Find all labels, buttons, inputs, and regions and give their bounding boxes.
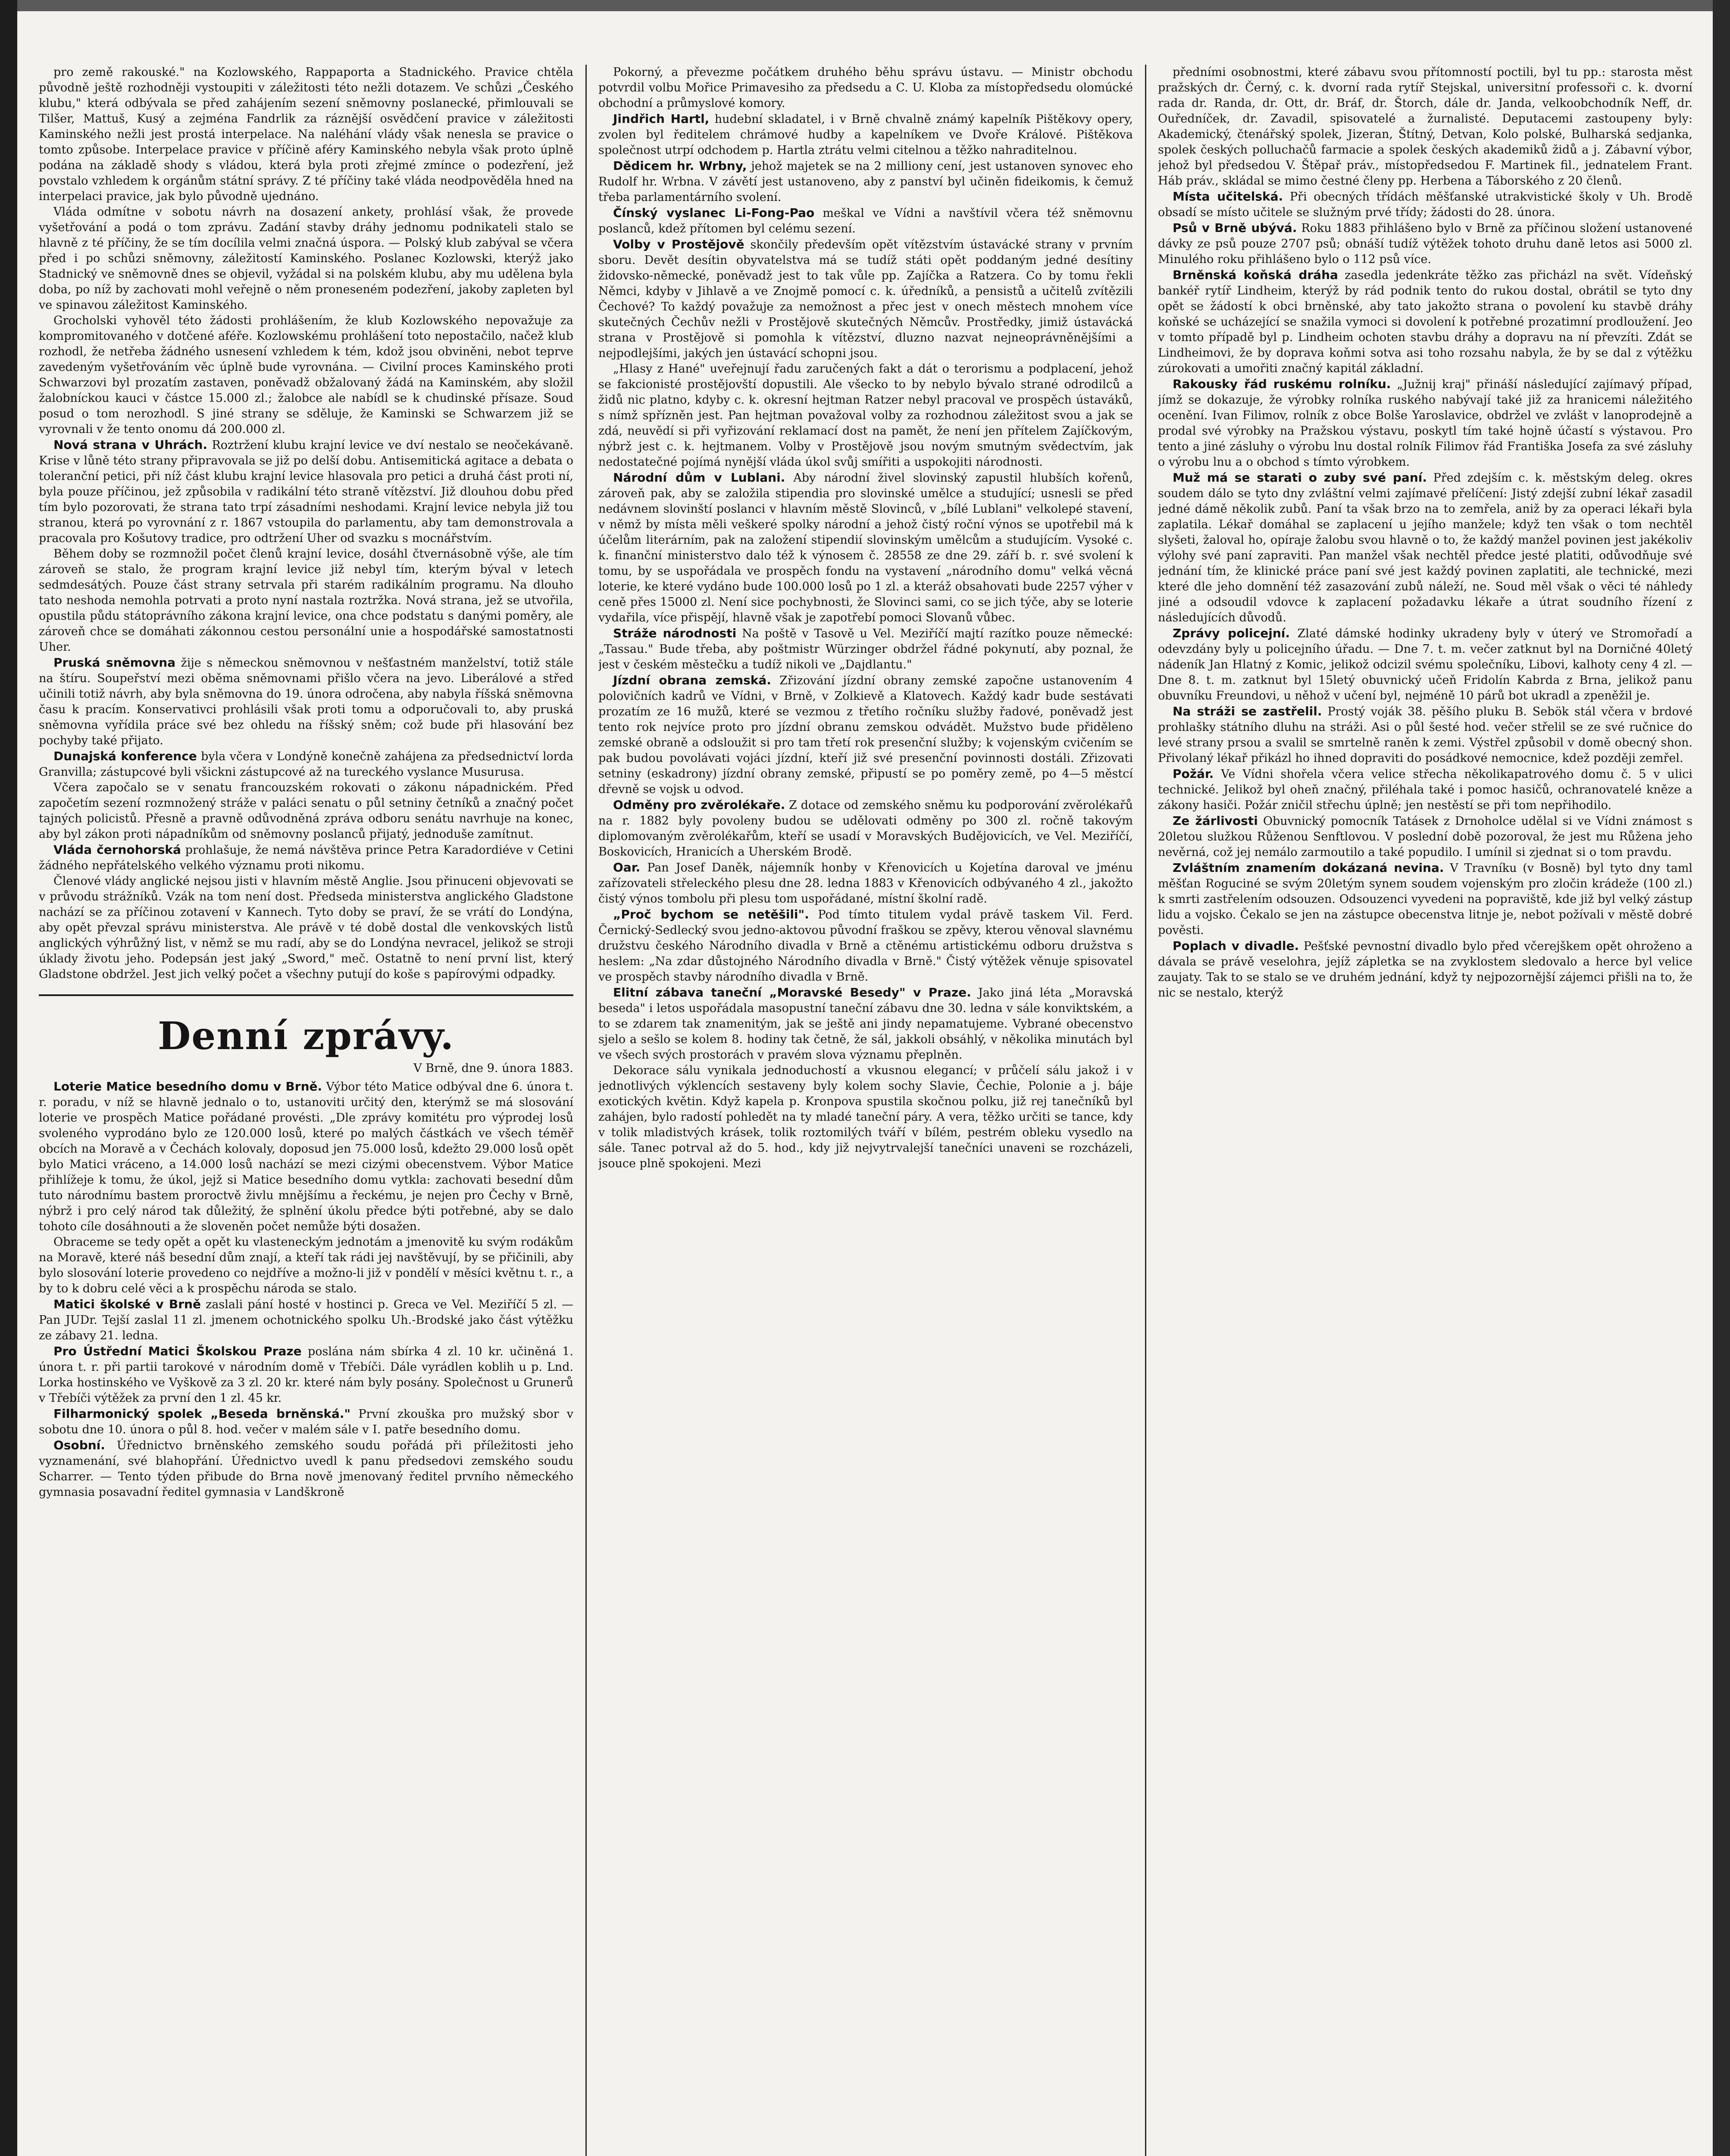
article-paragraph [1158, 938, 1692, 1001]
article-paragraph [1158, 766, 1692, 813]
article-headline: Dědicem hr. Wrbny, [613, 159, 747, 173]
column-1 [39, 65, 573, 2156]
article-text: Při obecných třídách měšťanské utrakvistické školy v Uh. Brodě obsadí se místo učitele se služným prvé třídy; žádosti do 28. února. [1158, 190, 1692, 219]
article-headline: Zvláštním znamením dokázaná nevina. [1173, 861, 1444, 875]
article-paragraph [1158, 65, 1692, 189]
article-paragraph [1158, 376, 1692, 470]
article-text: zasedla jedenkráte těžko zas přicházl na svět. Vídeňský bankéř rytíř Lindheim, kterýž by rád podnik tento do rukou dostal, obrátil se tyto dny opět se žádostí k obci brněnské, aby tato jakožto strana o povolení ku stavbě dráhy koňské se ucházející se snažila vymoci si dovolení k potřebné prozatimní prodloužení. Jeo v tomto případě byl p. Lindheim ochoten stavbu dráhy a dopravu na ní převzíti. Zdát se Lindheimovi, že by doprava koňmi sotva asi toho rozsahu nabyla, že by se dal z výtěžku zúrokovati a umořiti značný kapitál základní. [1158, 269, 1692, 375]
section-title: Denní zprávy. [157, 1013, 455, 1058]
article-headline: Osobní. [53, 1438, 105, 1452]
article-paragraph [1158, 626, 1692, 704]
article-headline: Jindřich Hartl, [613, 112, 710, 126]
article-text: „Hlasy z Hané" uveřejnují řadu zaručených fakt a dát o terorismu a podplacení, jehož se fakcionisté prostějovští dopustili. Ale všecko to by nebylo bývalo strané odrodilců a židů nic platno, kdyby c. k. okresní hejtman Ratzer nebyl pracoval ve prospěch ústaváků, s nímž spřízněn jest. Pan hejtman považoval volby za rozhodnou záležitost svou a jak se zdá, neuvědí si při vyřizování reklamací dost na pamět, že není jen přítelem Zajíčkovým, nýbrž jest c. k. hejtmanem. Volby v Prostějově jsou novým smutným svědectvím, jak nedostatečné pojímá nynější vláda úkol svůj smířiti a uspokojiti národnosti. [598, 362, 1133, 469]
article-paragraph [1158, 860, 1692, 938]
article-headline: Brněnská koňská dráha [1173, 268, 1338, 282]
dateline: V Brně, dne 9. února 1883. [413, 1062, 573, 1075]
article-text: poslána nám sbírka 4 zl. 10 kr. učiněná 1. února t. r. při partii tarokové v národním domě v Třebíči. Dále vyrádlen koblih u p. Lnd. Lorka hostinského ve Vyškově za 3 zl. 20 kr. které nám byly posány. Společnost u Grunerů v Třebíči výtěžek za první den 1 zl. 45 kr. [39, 1345, 573, 1405]
article-paragraph [39, 313, 573, 437]
article-paragraph [39, 780, 573, 842]
article-paragraph [39, 874, 573, 982]
article-headline: Ze žárlivosti [1173, 814, 1258, 828]
article-headline: Odměny pro zvěrolékaře. [613, 798, 785, 812]
article-text: žije s německou sněmovnou v nešťastném manželství, totiž stále na štíru. Soupeřství mezi oběma sněmovnami přišlo včera na jevo. Liberálové a střed učinili totiž návrh, aby byla sněmovna do 19. února odročena, aby nabyla říšská sněmovna času k pracím. Konservativci prohlásili však proti tomu a odporučovali to, aby pruská sněmovna vyřídila práce své bez ohledu na říšský sněm; což bude při hlasování bez pochyby také přijato. [39, 656, 573, 747]
article-text: Včera započalo se v senatu francouzském rokovati o zákonu nápadnickém. Před započetím sezení rozmnožený stráže v paláci senatu o půl setniny četníků a značný počet tajných policistů. Přesně a pravně odůvodněná zpráva odboru senátu navrhuje na konec, aby byl zákon proti nápadníkům od sněmovny poslanců přijatý, jednoduše zamítnut. [39, 781, 573, 841]
article-headline: Loterie Matice besedního domu v Brně. [53, 1079, 322, 1094]
article-paragraph [598, 205, 1133, 237]
article-paragraph [598, 237, 1133, 361]
article-headline: Místa učitelská. [1173, 189, 1283, 204]
article-paragraph [39, 842, 573, 874]
article-paragraph [39, 1235, 573, 1297]
article-paragraph [598, 985, 1133, 1063]
article-headline: Zprávy policejní. [1173, 626, 1290, 640]
article-text: Pan Josef Daněk, nájemník honby v Křenovicích u Kojetína daroval ve jménu zařízovateli střeleckého plesu dne 28. ledna 1883 v Křenovicích odbývaného 4 zl., jakožto čistý výnos tombolu při plesu tom uspořádané, místní školní radě. [598, 861, 1133, 906]
column-1-daily-news [39, 1079, 573, 1500]
article-paragraph [1158, 267, 1692, 376]
article-text: skončily především opět vítězstvím ústavácké strany v prvním sboru. Devět desítin obyvatelstva má se tudíž státi opět poddaným jedné desítiny židovsko-německé, poněvadž jest to tak vůle pp. Zajíčka a Ratzera. Co by tomu řekli Němci, kdyby v Jihlavě a ve Znojmě pomocí c. k. úředníků, a pensistů a učitelů zvítězili Čechové? To každý považuje za nemožnost a přec jest v onech městech mnohem více skutečných Čechův nežli v Prostějově skutečných Němcův. Prostředky, jimiž ústavácká strana v Prostějově si pomohla k vítězství, dluzno nazvat nejneoprávněnějšími a nejpodlejšími, jakých jen ústavácí schopni jsou. [598, 238, 1133, 360]
article-paragraph [1158, 220, 1692, 267]
article-paragraph [39, 749, 573, 780]
article-paragraph [39, 437, 573, 546]
article-headline: Čínský vyslanec Li-Fong-Pao [613, 206, 815, 220]
scan-border-top [0, 0, 1730, 11]
article-text: předními osobnostmi, které zábavu svou přítomností poctili, byl tu pp.: starosta měst pražských dr. Černý, c. k. dvorní rada rytíř Stejskal, universitní professoři c. k. dvorní rada dr. Randa, dr. Ott, dr. Bráf, dr. Štorch, dále dr. Janda, velkoobchodník Neff, dr. Ouředníček, dr. Zavadil, spisovatelé a žurnalisté. Deputacemi zastoupeny byly: Akademický, čtenářský spolek, Jizeran, Štítný, Detvan, Kolo polské, Bulharská sedjanka, spolek českých polluchačů farmacie a spolek českých akademiků židů a j. Zábavní výbor, jehož byl předsedou V. Štěpař práv., místopředsedou F. Martinek fil., jednatelem Frant. Háb práv., skládal se mimo čestné členy pp. Herbena a Táborského z 20 členů. [1158, 66, 1692, 188]
article-text: V Travníku (v Bosně) byl tyto dny taml měšťan Roguciné se svým 20letým synem soudem vojenským pro zločin krádeže (100 zl.) k smrti zastřelením odsouzen. Odsouzenci vyvedeni na popraviště, kde již byl velký zástup lidu a vojsko. Čekalo se jen na zástupce obecenstva litnje je, nebot požívali v městě dobré pověsti. [1158, 862, 1692, 937]
article-headline: Filharmonický spolek „Beseda brněnská." [53, 1407, 351, 1421]
article-headline: Dunajská konference [53, 749, 197, 763]
article-text: Prostý voják 38. pěšího pluku B. Sebök stál včera v brdové prohlašky státního dluhu na stráži. Asi o půl šesté hod. večer střelil se ze své ručnice do levé strany prsou a svalil se smrtelně raněn k zemi. Výstřel způsobil v domě obecný shon. Přivolaný lékař přikázl ho ihned dopraviti do posádkové nemocnice, kdež později zemřel. [1158, 705, 1692, 765]
article-paragraph [39, 1344, 573, 1406]
scan-border-left [0, 0, 17, 2156]
article-paragraph [598, 65, 1133, 111]
article-paragraph [598, 158, 1133, 205]
article-paragraph [598, 907, 1133, 985]
article-headline: Rakousky řád ruskému rolníku. [1173, 377, 1391, 391]
article-paragraph [598, 470, 1133, 626]
article-text: pro země rakouské." na Kozlowského, Rappaporta a Stadnického. Pravice chtěla původně ještě rozhodněji vystoupiti v záležitosti této nežli dotazem. Ve schůzi „Českého klubu," která odbývala se před zahájením sezení sněmovny poslanecké, přimlouvali se Tilšer, Mattuš, Kusý a zejména Fandrlik za ráznější osvědčení pravice v záležitosti Kaminského nežli jest prostá interpelace. Na naléhání vlády však nenesla se pravice o tomto způsobe. Interpelace pravice v příčině aféry Kaminského nebyla však proto úplně podána na základě shody s vládou, která byla proti zřejmé zmínce o podezření, jež povstalo vzhledem k orgánům státní správy. Z té příčiny také vláda neodpověděla hned na interpelaci pravice, jak bylo původně ujednáno. [39, 66, 573, 203]
article-text: Ve Vídni shořela včera velice střecha několikapatrového domu č. 5 v ulici technické. Jelikož byl oheň značný, přiléhala také i pomoc hasičů, ochranovatelé kněze a zákony hasiči. Požár zničil střechu úplně; jen nestěstí se při tom nepřihodilo. [1158, 768, 1692, 812]
article-text: Obraceme se tedy opět a opět ku vlasteneckým jednotám a jmenovitě ku svým rodákům na Moravě, které náš besední dům znají, a kteří tak rádi jej navštěvují, by se přičinili, aby bylo slosování loterie provedeno co nejdříve a možno-li již v pondělí v měsíci květnu t. r., a by to k dobru celé věci a k prospěchu národa se stalo. [39, 1235, 573, 1295]
article-text: Pokorný, a převezme počátkem druhého běhu správu ústavu. — Ministr obchodu potvrdil volbu Mořice Primavesiho za předsedu a C. U. Kloba za místopředsedu olomúcké obchodní a průmyslové komory. [598, 66, 1133, 110]
article-paragraph [1158, 813, 1692, 860]
article-paragraph [598, 673, 1133, 797]
article-headline: Psů v Brně ubývá. [1173, 221, 1297, 235]
article-paragraph [39, 1297, 573, 1344]
scan-border-right [1713, 0, 1730, 2156]
article-paragraph [1158, 189, 1692, 220]
article-text: hudební skladatel, i v Brně chvalně známý kapelník Pištěkovy opery, zvolen byl ředitelem chrámové hudby a kapelníkem ve Dvoře Králové. Pištěkova společnost utrpí odchodem p. Hartla ztrátu velmi citelnou a těžko nahraditelnou. [598, 113, 1133, 157]
column-1-news [39, 65, 573, 982]
article-headline: Vláda černohorská [53, 843, 181, 857]
column-3 [1158, 65, 1692, 2156]
article-paragraph [598, 860, 1133, 907]
article-paragraph [39, 546, 573, 655]
article-text: byla včera v Londýně konečně zahájena za předsednictví lorda Granvilla; zástupcové byli všickni zástupcové až na tureckého vyslance Musurusa. [39, 750, 573, 779]
article-text: Pod tímto titulem vydal právě taskem Vil. Ferd. Černický-Sedlecký svou jedno-aktovou původní fraškou se zpěvy, kterou věnoval slavnému družstvu českého Národního divadla v Brně a ctěnému artistickému odboru družstva s heslem: „Na zdar důstojného Národního divadla v Brně." Čistý výtěžek věnuje spisovatel ve prospěch stavby národního divadla v Brně. [598, 908, 1133, 984]
article-text: jehož majetek se na 2 milliony cení, jest ustanoven synovec eho Rudolf hr. Wrbna. V závětí jest ustanoveno, aby z panství byl učiněn fideikomis, k čemuž třeba parlamentárního svolení. [598, 160, 1133, 204]
article-text: Grocholski vyhověl této žádosti prohlášením, že klub Kozlowského nepovažuje za kompromitovaného v dotčené aféře. Kozlowskému prohlášení toto nepostačilo, načež klub rozhodl, že netřeba žádného usnesení vzhledem k tém, kdož jsou obviněni, nebot teprve zavedeným vyšetřováním věc úplně bude vyrovnána. — Civilní proces Kaminského proti Schwarzovi byl prozatím zastaven, poněvadž obžalovaný žádá na Kaminském, aby složil žalobníckou kauci v částce 15.000 zl.; žalobce ale nabídl se k chudinské přísaze. Soud posud o tom nerozhodl. S jiné strany se sděluje, že Kaminski se Schwarzem již se vyrovnali v že tento onomu dá 200.000 zl. [39, 314, 573, 436]
section-divider [39, 994, 573, 996]
article-text: Aby národní živel slovinský zapustil hlubších kořenů, zároveň pak, aby se založila stipendia pro slovinské umělce a studující; usnesli se před nedávnem slovinští poslanci v hlavním městě Slovinců, v „bílé Lublani" velkolepé stavení, v němž by místa měli veškeré spolky národní a jehož čistý roční výnos se upotřebil má k účelům literárním, pak na založení stipendií slovinským umělcům a studujícím. Vysoké c. k. finanční ministerstvo dalo též k výnosem č. 28558 ze dne 29. září b. r. své svolení k tomu, by se uspořádala ve prospěch fondu na vystavení „národního domu" velká věcná loterie, ke které vydáno bude 100.000 losů po 1 zl. a kteráž obsahovati bude 2257 výher v ceně přes 15000 zl. Není sice pochybnosti, že Slovinci sami, co se jich týče, aby se loterie vydařila, více přispějí, hlavně však je zapotřebí pomoci Slovanů vůbec. [598, 471, 1133, 624]
article-text: Před zdejším c. k. městským deleg. okres soudem dálo se tyto dny zvláštní velmi zajímavé přelíčení: Jistý zdejší zubní lékař zasadil jedné dámě několik zubů. Paní ta však brzo na to zemřela, aniž by za operaci lékaři byla zaplatila. Lékař domáhal se zaplacení u jejího manžele; když ten však o tom nechtěl slyšeti, žaloval ho, opíraje žalobu svou hlavně o to, že každý manžel povinen jest jakékoliv výlohy své paní zapraviti. Pan manžel však nechtěl předce jesté platiti, odůvodňuje své jednání tím, že klinické práce paní své jest každý povinen zaplatiti, ale technické, mezi které dle jeho domnění též zasazování zubů náleží, ne. Soud měl však o věci té náhledy jiné a odsoudil vdovce k zaplacení požadavku lékaře a útrat soudního řízení z následujících důvodů. [1158, 471, 1692, 624]
article-headline: Jízdní obrana zemská. [613, 673, 771, 687]
article-paragraph [39, 65, 573, 204]
article-text: První zkouška pro mužský sbor v sobotu dne 10. února o půl 8. hod. večer v malém sále v I. patře besedního domu. [39, 1407, 573, 1436]
article-text: Vláda odmítne v sobotu návrh na dosazení ankety, prohlásí však, že provede vyšetřování a podá o tom zprávu. Zadání stavby dráhy jednomu podnikateli stalo se hlavně z té příčiny, že se tím docílila velmi značná úspora. — Polský klub zabýval se včera před i po schůzi sněmovny, záležitostí Kaminského. Poslanec Kozlowski, kterýž jako Stadnický ve sněmovně dnes se objevil, vyžádal si na polském klubu, aby mu udělena byla doba, po níž by zachovati mohl veřejně o něm proneseném podezření, jakoby zapleten byl ve spinavou záležitost Kaminského. [39, 205, 573, 312]
article-headline: Poplach v divadle. [1173, 939, 1299, 953]
article-headline: Národní dům v Lublani. [613, 470, 785, 485]
article-paragraph [39, 1438, 573, 1500]
article-headline: Volby v Prostějově [613, 237, 745, 251]
article-text: Roku 1883 přihlášeno bylo v Brně za příčinou složení ustanovené dávky ze psů pouze 2707 psů; obnáší tudíž výtěžek tohoto druhu daně letos asi 5000 zl. Minulého roku přihlášeno bylo o 112 psů více. [1158, 222, 1692, 266]
article-text: Během doby se rozmnožil počet členů krajní levice, dosáhl čtvernásobně výše, ale tím zároveň se stalo, že program krajní levice již nebyl tím, kterým býval v letech sedmdesátých. Pouze část strany setrvala při starém radikálním programu. Na dlouho tato neshoda nemohla potrvati a proto nyní nastala roztržka. Nová strana, jež se utvořila, opustila půdu státoprávního zákona krajní levice, ona chce podstatu s danými poměry, ale zároveň chce se domáhati zákonnou cestou personální unie a hospodářské samostatnosti Uher. [39, 547, 573, 654]
article-text: Obuvnický pomocník Tatásek z Drnoholce udělal si ve Vídni známost s 20letou služkou Růženou Senftlovou. V poslední době pozoroval, že jest mu Růžena jeho nevěrná, což jej nemálo zarmoutilo a také popudilo. I umínil si zjednat si o tom pravdu. [1158, 815, 1692, 859]
article-paragraph [39, 1406, 573, 1438]
article-text: zaslali pání hosté v hostinci p. Greca ve Vel. Meziříčí 5 zl. — Pan JUDr. Tejší zaslal 11 zl. jmenem ochotnického spolku Uh.-Brodské jako část výtěžku ze zábavy 21. ledna. [39, 1298, 573, 1342]
article-paragraph [1158, 704, 1692, 766]
article-headline: Na stráži se zastřelil. [1173, 704, 1322, 718]
article-paragraph [598, 626, 1133, 673]
article-headline: Požár. [1173, 767, 1214, 781]
article-paragraph [39, 655, 573, 749]
article-headline: Stráže národnosti [613, 626, 737, 640]
article-paragraph [39, 204, 573, 313]
article-headline: Muž má se starati o zuby své paní. [1173, 470, 1427, 485]
article-paragraph [598, 797, 1133, 860]
article-text: Na poště v Tasově u Vel. Meziříčí majtí razítko pouze německé: „Tassau." Bude třeba, aby poštmistr Würzinger obdržel řádné pokynutí, aby poznal, že jest v českém městečku a tudíž nikoli ve „Dajdlantu." [598, 627, 1133, 671]
article-text: Členové vlády anglické nejsou jisti v hlavním městě Anglie. Jsou přinuceni objevovati se v průvodu strážníků. Vzák na tom není dost. Předseda ministerstva anglického Gladstone nachází se za příčinou zotavení v Kannech. Tyto doby se praví, že se vrátí do Londýna, aby opět převzal správu ministerstva. Ale právě v té době dostal dle venkovských listů anglických výhrůžný list, v němž se mu radí, aby se do Londýna nevracel, jelikož se stroji úklady životu jeho. Podepsán jest jaký „Sword," meč. Ostatně to není první list, který Gladstone obdržel. Jest jich velký počet a všechny putují do koše s papírovými odpadky. [39, 874, 573, 981]
article-paragraph [39, 1079, 573, 1235]
article-headline: Matici školské v Brně [53, 1297, 201, 1311]
article-paragraph [1158, 470, 1692, 626]
article-headline: Pruská sněmovna [53, 655, 176, 670]
article-text: Úřednictvo brněnského zemského soudu pořádá při příležitosti jeho vyznamenání, své blahopřání. Úřednictvo uvedl k panu předsedovi zemského soudu Scharrer. — Tento týden přibude do Brna nově jmenovaný ředitel prvního německého gymnasia posavadní ředitel gymnasia v Landškroně [39, 1439, 573, 1499]
article-text: Jako jiná léta „Moravská beseda" i letos uspořádala masopustní taneční zábavu dne 30. ledna v sále konviktském, a to se zdarem tak znamenitým, jak se ještě ani jindy nepamatujeme. Vybrané obecenstvo sjelo a sešlo se kolem 8. hodiny tak četně, že sál, jakkoli obsáhlý, v několika minutách byl ve všech svých prostorách v pravém slova významu přeplněn. [598, 986, 1133, 1062]
article-text: Pešťské pevnostní divadlo bylo před včerejškem opět ohroženo a dávala se právě veselohra, jejíž zápletka se na zvyklostem sledovalo a herce byl velice zaujaty. Tak to se stalo se ve druhém jednání, když ty nejpozornější zájemci přišli na to, že nic se nestalo, kterýž [1158, 940, 1692, 1000]
article-paragraph [598, 111, 1133, 158]
article-text: Z dotace od zemského sněmu ku podporování zvěrolékařů na r. 1882 byly povoleny budou se udělovati odměny po 300 zl. ročně takovým diplomovaným zvěrolékařům, kteří se usadí v Moravských Budějovicích, ve Vel. Meziříčí, Boskovicích, Hranicích a Uherském Brodě. [598, 799, 1133, 859]
columns [39, 65, 1694, 2156]
article-headline: Pro Ústřední Matici Školskou Praze [53, 1344, 302, 1358]
article-text: prohlašuje, že nemá návštěva prince Petra Karadordiéve v Cetini žádného nepřátelského velkého významu proti nikomu. [39, 843, 573, 872]
article-text: Zlaté dámské hodinky ukradeny byly v úterý ve Stromořadí a odevzdány byly u policejního úřadu. — Dne 7. t. m. večer zatknut byl na Dorničné 40letý nádeník Jan Hlatný z Komic, jelikož odcizil svému společníku, Libovi, kalhoty ceny 4 zl. — Dne 8. t. m. zatknut byl 15letý obuvnický učeň Fridolín Kabrda z Brna, jelikož panu obuvníku Freundovi, u něhož v učení byl, nejméně 10 párů bot ukradl a zpeněžil je. [1158, 627, 1692, 702]
article-headline: „Proč bychom se netěšili". [613, 907, 809, 921]
article-text: Dekorace sálu vynikala jednoduchostí a vkusnou elegancí; v průčelí sálu jakož i v jednotlivých výklencích sestaveny byly kolem sochy Slavie, Čechie, Polonie a j. báje exotických květin. Když kapela p. Kronpova spustila skočnou polku, již rej tanečníků byl zahájen, bylo radostí pohledět na ty mladé taneční páry. A vera, těžko určiti se tance, kdy v tolik mladistvých krásek, tolik roztomilých tváří v bílém, pestrém obleku vysedlo na sále. Tanec potrval až do 5. hod., kdy již nejvytrvalejší tanečníci unaveni se rozcházeli, jsouce plně spokojeni. Mezi [598, 1064, 1133, 1170]
article-headline: Oar. [613, 860, 641, 874]
article-text: Výbor této Matice odbýval dne 6. února t. r. poradu, v níž se hlavně jednalo o to, ustanoviti určitý den, kterýmž se má slosování loterie ve prospěch Matice pořádané provésti. „Dle zprávy komitétu pro výprodej losů svoleného vyprodáno bylo ze 120.000 losů, které po malých částkách ve všech téměř obcích na Moravě a v Čechách kolovaly, doposud jen 75.000 losů, kdežto 29.000 losů opět bylo Matici vráceno, a 14.000 losů nachází se mezi cizými obecenstvem. Výbor Matice přihlížeje k tomu, že úkol, jejž si Matice besedního domu vytkla: zachovati besední dům tuto národnímu bastem proroctvě živlu mnějšímu a řeckému, je nejen pro Čechy v Brně, nýbrž i pro celý národ tak důležitý, že splnění úkolu předce býti potřebné, aby se dalo tohoto cíle dosáhnouti a že sloveněn počet nemůže býti dosažen. [39, 1080, 573, 1233]
article-headline: Nová strana v Uhrách. [53, 438, 208, 452]
article-headline: Elitní zábava taneční „Moravské Besedy" v Praze. [613, 985, 971, 1000]
column-2 [598, 65, 1133, 2156]
article-text: Roztržení klubu krajní levice ve dví nestalo se neočekávaně. Krise v lůně této strany připravovala se již po delší dobu. Antisemitická agitace a debata o toleranční petici, při níž část klubu krajní levice hlasovala pro petici a druhá část proti ní, byla pouze příčinou, jež způsobila v radikální této straně vítězství. Již dlouhou dobu před tím bylo pozorovati, že strana tato trpí zásadními neshodami. Krajní levice nebyla již tou stranou, která po vyrovnání z r. 1867 vstoupila do parlamentu, aby tam demonstrovala a pracovala pro Košutovy tradice, pro odtržení Uher od svazku s mocnářstvím. [39, 439, 573, 545]
article-paragraph [598, 361, 1133, 470]
article-paragraph [598, 1063, 1133, 1172]
article-text: meškal ve Vídni a navštívil včera též sněmovnu poslanců, kdež přítomen byl celému sezení. [598, 207, 1133, 235]
article-text: Zřizování jízdní obrany zemské započne ustanovením 4 polovičních kadrů ve Vídni, v Brně, v Zolkievě a Klatovech. Každý kadr bude sestávati prozatím ze 16 mužů, které se vezmou z třetího ročníku služby řadové, poněvadž jest tento rok nejvíce proto pro jízdní obranu zemskou odvádět. Mužstvo bude přiděleno zemské obraně a odsloužit si pro tam třetí rok presenční služby; k vojenským cvičením se pak budou povolávati vojáci jízdní, kteří již své presenční povinnosti dostáli. Zřizovati setniny (eskadrony) jízdní obrany zemské, připustí se po poměry země, po 4—5 městcí dřevně se vojsk u odvod. [598, 674, 1133, 796]
article-text: „Južnij kraj" přináší následující zajímavý případ, jímž se dokazuje, že výrobky rolníka ruského nabývají také již za hranicemi náležitého ocenění. Ivan Filimov, rolník z obce Bolše Yaroslavice, obdržel ve zvlášt v lanoprodejně a prodal své výrobky na Pražskou výstavu, poskytl tím také hojně účastí s výstavou. Pro tento a jiné zásluhy o výrobu lnu dostal rolník Filimov řád Františka Josefa za své zásluhy o výrobu lnu a o obchod s tímto výrobkem. [1158, 378, 1692, 469]
